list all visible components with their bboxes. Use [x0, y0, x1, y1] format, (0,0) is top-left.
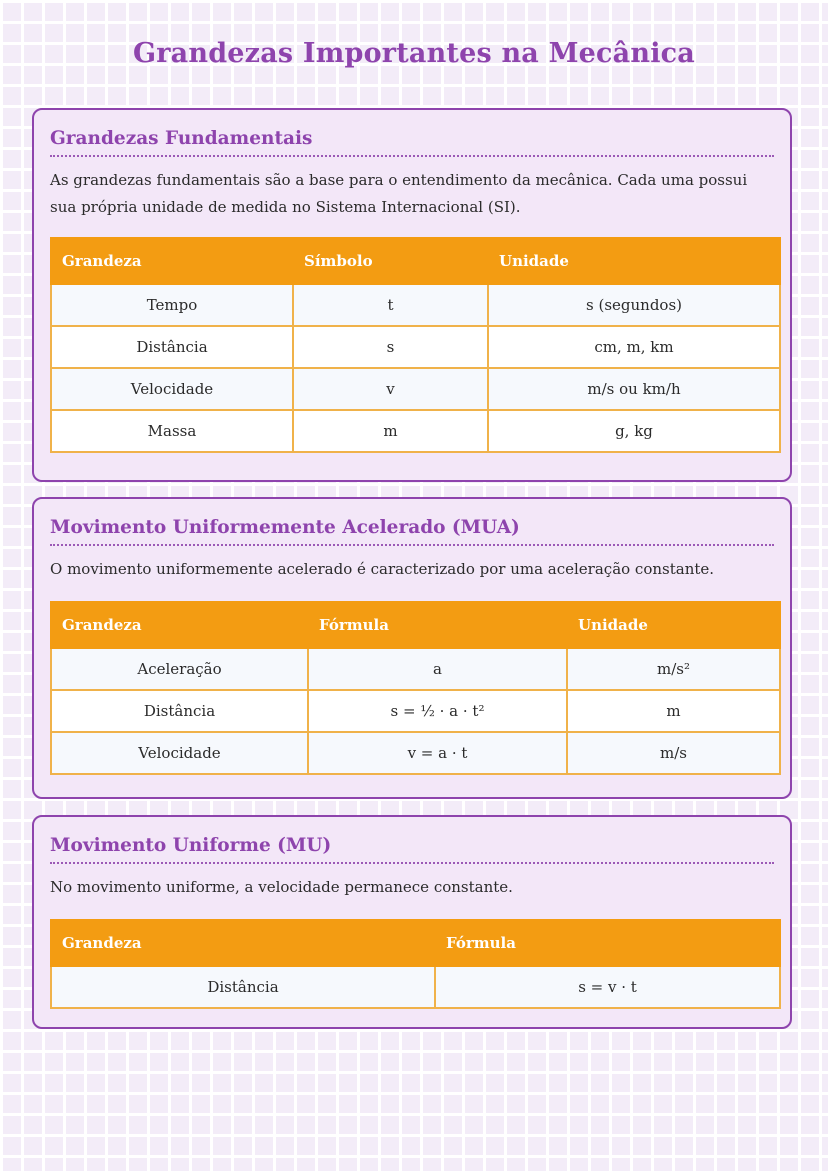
section-title: Movimento Uniforme (MU) [50, 835, 774, 864]
column-header: Fórmula [435, 920, 780, 966]
column-header: Unidade [488, 238, 780, 284]
table-header-row [51, 602, 780, 648]
table-cell: Distância [51, 326, 293, 368]
table-cell: Aceleração [51, 648, 308, 690]
table-row [51, 368, 780, 410]
section-title: Movimento Uniformemente Acelerado (MUA) [50, 517, 774, 546]
table-cell: s (segundos) [488, 284, 780, 326]
table-cell: Tempo [51, 284, 293, 326]
table-cell: Distância [51, 966, 435, 1008]
section-description: No movimento uniforme, a velocidade permanece constante. [50, 878, 513, 896]
table-row [51, 648, 780, 690]
section-title: Grandezas Fundamentais [50, 128, 774, 157]
table-cell: cm, m, km [488, 326, 780, 368]
section-description: As grandezas fundamentais são a base para o entendimento da mecânica. Cada uma possui sua própria unidade de medida no Sistema Internacional (SI). [50, 171, 748, 216]
page-title: Grandezas Importantes na Mecânica [133, 38, 695, 69]
column-header: Fórmula [308, 602, 567, 648]
table-cell: m [567, 690, 780, 732]
column-header: Grandeza [51, 920, 435, 966]
table-cell: s [293, 326, 488, 368]
table-cell: Velocidade [51, 368, 293, 410]
column-header: Grandeza [51, 602, 308, 648]
table-row [51, 966, 780, 1008]
section-mua [32, 497, 792, 799]
table-cell: m/s ou km/h [488, 368, 780, 410]
fundamental-quantities-table [50, 237, 781, 453]
table-cell: s = ½ · a · t² [308, 690, 567, 732]
table-cell: m/s [567, 732, 780, 774]
table-cell: Massa [51, 410, 293, 452]
table-cell: m/s² [567, 648, 780, 690]
table-cell: v [293, 368, 488, 410]
table-row [51, 410, 780, 452]
table-row [51, 326, 780, 368]
mu-table [50, 919, 781, 1009]
section-fundamental-quantities [32, 108, 792, 482]
table-cell: s = v · t [435, 966, 780, 1008]
table-cell: t [293, 284, 488, 326]
section-mu [32, 815, 792, 1029]
column-header: Unidade [567, 602, 780, 648]
table-row [51, 284, 780, 326]
column-header: Símbolo [293, 238, 488, 284]
table-cell: m [293, 410, 488, 452]
table-cell: a [308, 648, 567, 690]
table-cell: g, kg [488, 410, 780, 452]
table-row [51, 690, 780, 732]
mua-table [50, 601, 781, 775]
column-header: Grandeza [51, 238, 293, 284]
table-cell: Distância [51, 690, 308, 732]
table-cell: v = a · t [308, 732, 567, 774]
section-description: O movimento uniformemente acelerado é caracterizado por uma aceleração constante. [50, 560, 715, 578]
table-row [51, 732, 780, 774]
table-header-row [51, 920, 780, 966]
table-cell: Velocidade [51, 732, 308, 774]
table-header-row [51, 238, 780, 284]
